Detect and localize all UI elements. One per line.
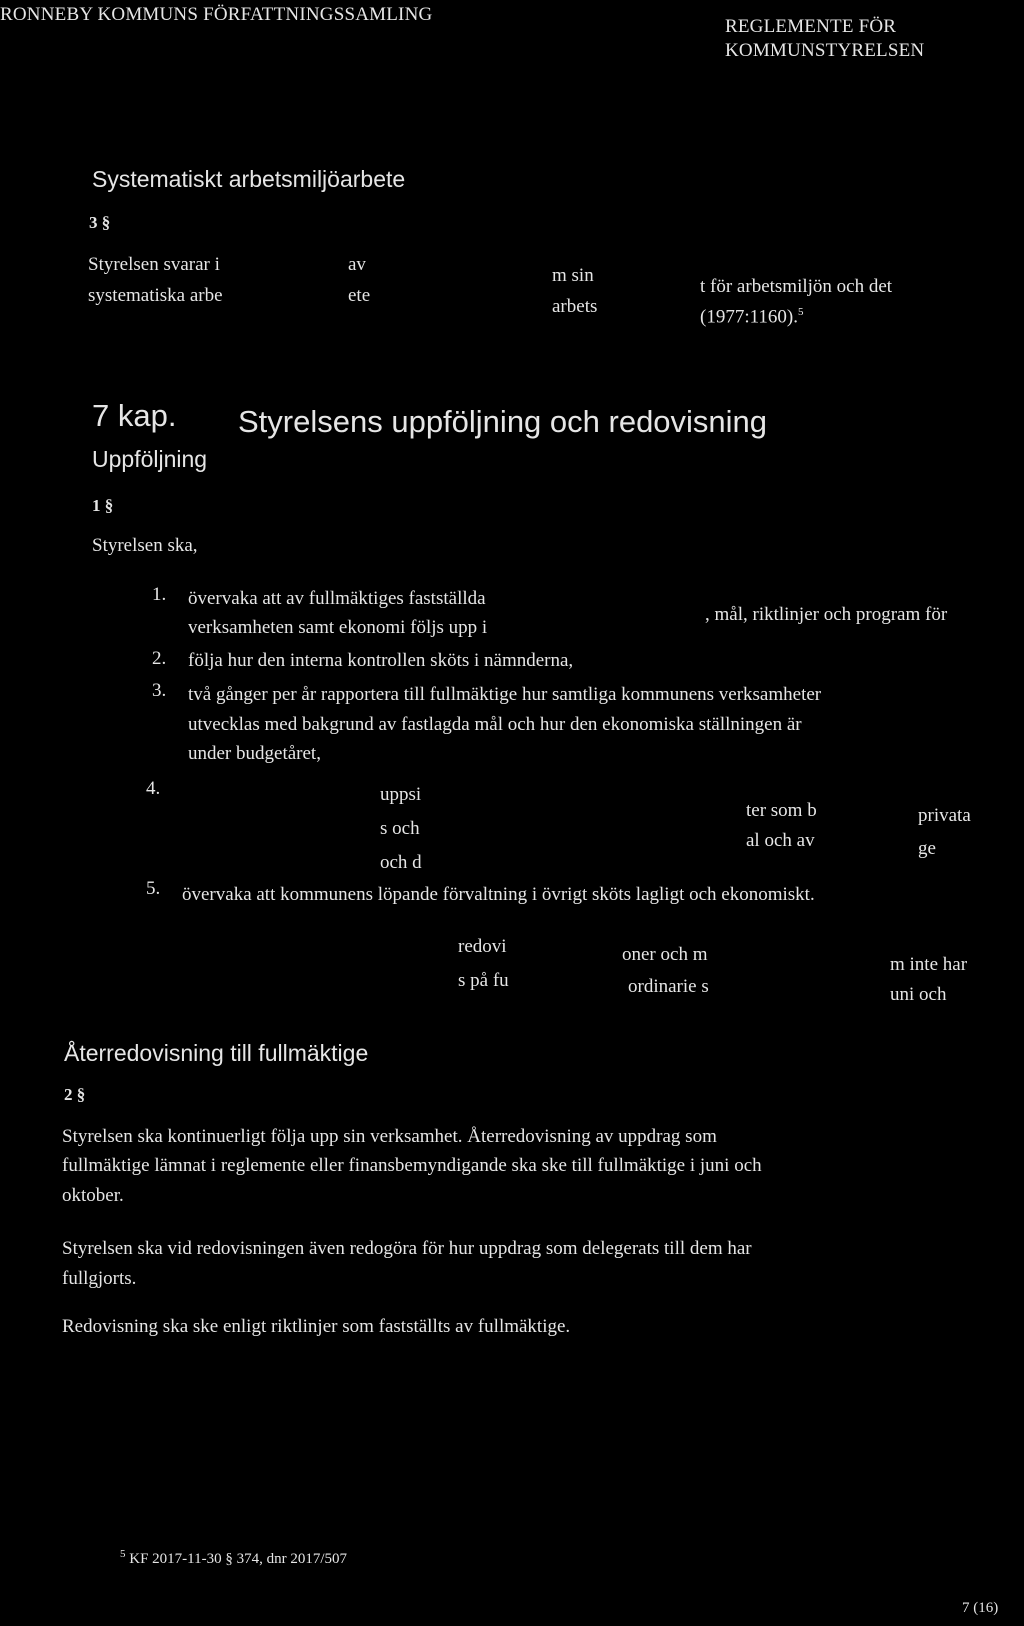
footnote-ref-5: 5 <box>797 306 804 318</box>
list-item-1-line1: övervaka att av fullmäktiges fastställda <box>188 588 486 609</box>
fragment-b2: ordinarie s <box>628 976 709 997</box>
work-env-col4-line1: t för arbetsmiljön och det <box>700 276 893 297</box>
report-paragraph-2-line2: fullgjorts. <box>62 1268 137 1289</box>
fragment-c1: m inte har <box>890 954 968 975</box>
list-item-4-frag-4: ter som b <box>746 800 817 821</box>
list-item-4-frag-2: s och <box>380 818 420 839</box>
list-item-5: övervaka att kommunens löpande förvaltning i övrigt sköts lagligt och ekonomiskt. <box>182 884 815 905</box>
page-number: 7 (16) <box>962 1600 999 1616</box>
list-number-1: 1. <box>152 584 167 605</box>
list-item-4-frag-5: al och av <box>746 830 815 851</box>
work-env-col1-line2: systematiska arbe <box>88 285 223 306</box>
paragraph-mark-3: 3 § <box>89 213 111 232</box>
fragment-a1: redovi <box>458 936 507 957</box>
list-item-3-line3: under budgetåret, <box>188 743 321 764</box>
report-paragraph-1-line3: oktober. <box>62 1185 124 1206</box>
paragraph-mark-1: 1 § <box>92 496 114 515</box>
work-env-col3-line2: arbets <box>552 296 598 317</box>
list-number-3: 3. <box>152 680 167 701</box>
report-paragraph-3: Redovisning ska ske enligt riktlinjer som fastställts av fullmäktige. <box>62 1316 571 1337</box>
list-number-5: 5. <box>146 878 161 899</box>
subheading-uppfoljning: Uppföljning <box>92 446 208 472</box>
footnote-marker: 5 <box>120 1548 126 1560</box>
report-paragraph-1-line2: fullmäktige lämnat i reglemente eller finansbemyndigande ska ske till fullmäktige i juni och <box>62 1155 762 1176</box>
section-heading-report: Återredovisning till fullmäktige <box>64 1040 369 1066</box>
work-env-col1-line1: Styrelsen svarar i <box>88 254 220 275</box>
header-collection-title: RONNEBY KOMMUNS FÖRFATTNINGSSAMLING <box>0 4 433 25</box>
list-item-1-line1-cont: , mål, riktlinjer och program för <box>705 604 948 625</box>
fragment-c2: uni och <box>890 984 947 1005</box>
list-item-3-line2: utvecklas med bakgrund av fastlagda mål och hur den ekonomiska ställningen är <box>188 714 802 735</box>
list-intro: Styrelsen ska, <box>92 535 198 556</box>
list-item-4-frag-6: privata <box>918 805 971 826</box>
work-env-col2-line1: av <box>348 254 366 275</box>
header-doc-title-line2: KOMMUNSTYRELSEN <box>725 40 925 61</box>
section-heading-work-environment: Systematiskt arbetsmiljöarbete <box>92 166 406 192</box>
list-number-4: 4. <box>146 778 161 799</box>
list-item-2: följa hur den interna kontrollen sköts i nämnderna, <box>188 650 574 671</box>
work-env-col3-line1: m sin <box>552 265 594 286</box>
footnote: $^5$ KF 2017-11-30 § 374, dnr 2017/507 <box>120 1548 348 1567</box>
work-env-col4-line2: (1977:1160).$^5$ <box>700 306 804 328</box>
chapter-title: Styrelsens uppföljning och redovisning <box>238 404 768 439</box>
list-item-4-frag-7: ge <box>918 838 936 859</box>
fragment-a2: s på fu <box>458 970 509 991</box>
list-item-4-frag-1: uppsi <box>380 784 422 805</box>
chapter-number: 7 kap. <box>92 398 177 433</box>
list-number-2: 2. <box>152 648 167 669</box>
list-item-3-line1: två gånger per år rapportera till fullmäktige hur samtliga kommunens verksamheter <box>188 684 822 705</box>
report-paragraph-1-line1: Styrelsen ska kontinuerligt följa upp sin verksamhet. Återredovisning av uppdrag som <box>62 1126 717 1147</box>
header-doc-title-line1: REGLEMENTE FÖR <box>725 16 897 37</box>
list-item-4-frag-3: och d <box>380 852 422 873</box>
list-item-1-line2: verksamheten samt ekonomi följs upp i <box>188 617 488 638</box>
work-env-col2-line2: ete <box>348 285 371 306</box>
fragment-b1: oner och m <box>622 944 708 965</box>
paragraph-mark-2: 2 § <box>64 1085 86 1104</box>
report-paragraph-2-line1: Styrelsen ska vid redovisningen även redogöra för hur uppdrag som delegerats till dem har <box>62 1238 752 1259</box>
